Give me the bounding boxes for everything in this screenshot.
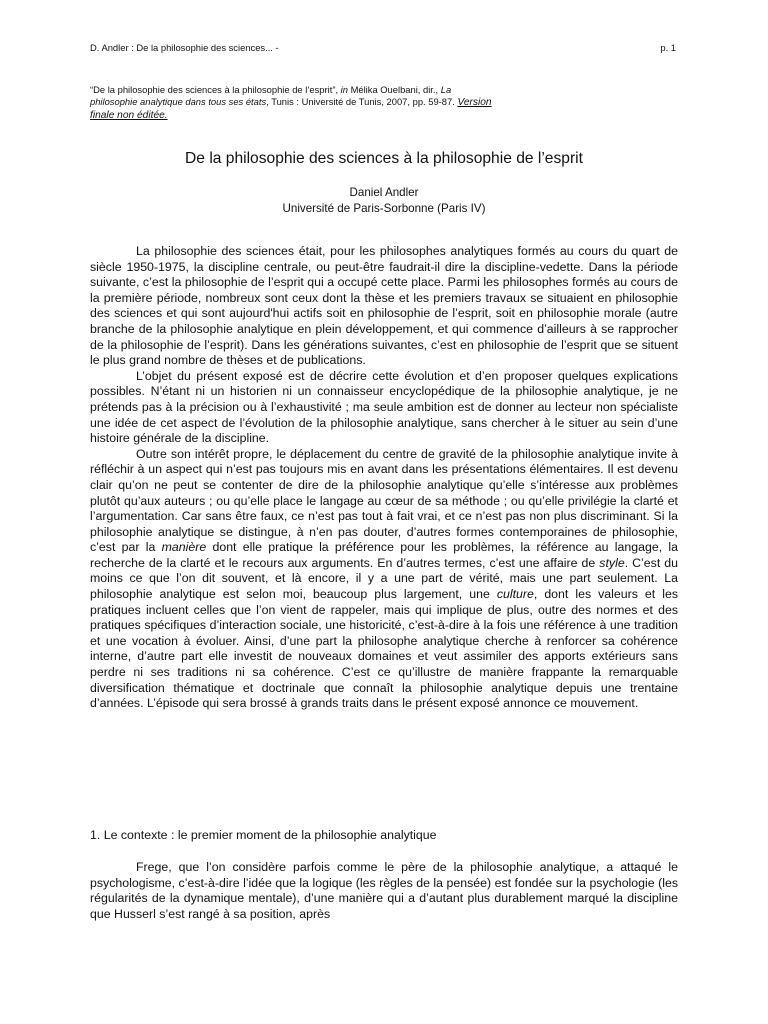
citation-book-title: La philosophie analytique dans tous ses états <box>90 84 452 108</box>
citation-text: “De la philosophie des sciences à la philosophie de l’esprit”, <box>90 84 341 95</box>
paragraph-3-text-b: dont elle pratique la préférence pour les problèmes, la référence au langage, la recherche de la clarté et le recours aux arguments. En d’autres termes, c’est une affaire de <box>90 540 678 570</box>
citation-editor: Mélika Ouelbani, dir., <box>347 84 441 95</box>
author-affiliation: Université de Paris-Sorbonne (Paris IV) <box>282 201 486 215</box>
citation-publisher: , Tunis : Université de Tunis, 2007, pp. 59-87. <box>266 96 458 108</box>
section-heading: 1. Le contexte : le premier moment de la philosophie analytique <box>90 828 437 842</box>
running-header-title: D. Andler : De la philosophie des sciences... - <box>90 42 279 53</box>
article-body <box>90 244 678 712</box>
section-body <box>90 860 678 922</box>
author-name: Daniel Andler <box>349 186 419 199</box>
article-title: De la philosophie des sciences à la philosophie de l’esprit <box>185 150 583 167</box>
author-block <box>90 185 678 216</box>
paragraph-3-text-a: Outre son intérêt propre, le déplacement du centre de gravité de la philosophie analytique invite à réfléchir à un aspect qui n’est pas toujours mis en avant dans les présentations élémentaires. Il est devenu clair qu’on ne peut se contenter de dire de la philosophie analytique qu’elle s’intéresse aux problèmes plutôt qu’aux auteurs ; ou qu’elle place le langage au cœur de sa méthode ; ou qu’elle privilégie la clarté et l’argumentation. Car sans être faux, ce n’est pas tout à fait vrai, et ce n’est pas non plus discriminant. Si la philosophie analytique se distingue, à n’en pas douter, d’autres formes contemporaines de philosophie, c’est par la <box>90 446 678 555</box>
paragraph-3-text-d: , dont les valeurs et les pratiques incluent celles que l’on vient de rappeler, mais qui implique de plus, outre des normes et des pratiques spécifiques d’interaction sociale, une historicité, c’est-à-dire à la fois une référence à une tradition et une vocation à évoluer. Ainsi, d’une part la philosophe analytique cherche à renforcer sa cohérence interne, d’autre part elle investit de nouveaux domaines et veut assimiler des apports extérieurs sans perdre ni ses traditions ni sa cohérence. C’est ce qu’illustre de manière frappante la remarquable diversification thématique et doctrinale que connaît la philosophie analytique depuis une trentaine d’années. L’épisode qui sera brossé à grands traits dans le présent exposé annonce ce mouvement. <box>90 587 678 711</box>
page-number: p. 1 <box>660 42 676 53</box>
emphasis-style: style <box>599 555 625 570</box>
section-paragraph-1: Frege, que l’on considère parfois comme le père de la philosophie analytique, a attaqué le psychologisme, c’est-à-dire l’idée que la logique (les règles de la pensée) est fondée sur la psychologie (les régularités de la dynamique mentale), d’une manière qui a d’autant plus durablement marqué la discipline que Husserl s’est rangé à sa position, après <box>90 860 678 921</box>
citation-note <box>90 84 498 123</box>
paragraph-3-text-c: . C’est du moins ce que l’on dit souvent, et là encore, il y a une part de vérité, mais une part seulement. La philosophie analytique est selon moi, beaucoup plus largement, une <box>90 555 678 602</box>
paragraph-2: L’objet du présent exposé est de décrire cette évolution et d’en proposer quelques explications possibles. N’étant ni un historien ni un connaisseur encyclopédique de la philosophie analytique, je ne prétends pas à la précision ou à l’exhaustivité ; ma seule ambition est de donner au lecteur non spécialiste une idée de cet aspect de l’évolution de la philosophie analytique, sans chercher à le situer au sein d’une histoire générale de la discipline. <box>90 368 678 446</box>
emphasis-maniere: manière <box>161 540 207 555</box>
running-header <box>90 42 676 53</box>
paragraph-1: La philosophie des sciences était, pour les philosophes analytiques formés au cours du quart de siècle 1950-1975, la discipline centrale, ou peut-être faudrait-il dire la discipline-vedette. Dans la période suivante, c’est la philosophie de l’esprit qui a occupé cette place. Parmi les philosophes formés au cours de la première période, nombreux sont ceux dont la thèse et les premiers travaux se situaient en philosophie des sciences et qui sont aujourd'hui actifs soit en philosophie de l’esprit, soit en philosophie morale (autre branche de la philosophie analytique en plein développement, et qui commence d’ailleurs à se rapprocher de la philosophie de l’esprit). Dans les générations suivantes, c’est en philosophie de l’esprit que se situent le plus grand nombre de thèses et de publications. <box>90 244 678 368</box>
citation-in: in <box>340 84 348 95</box>
version-note: Version finale non éditée. <box>90 97 492 122</box>
paragraph-3 <box>90 447 678 712</box>
emphasis-culture: culture <box>496 587 534 602</box>
